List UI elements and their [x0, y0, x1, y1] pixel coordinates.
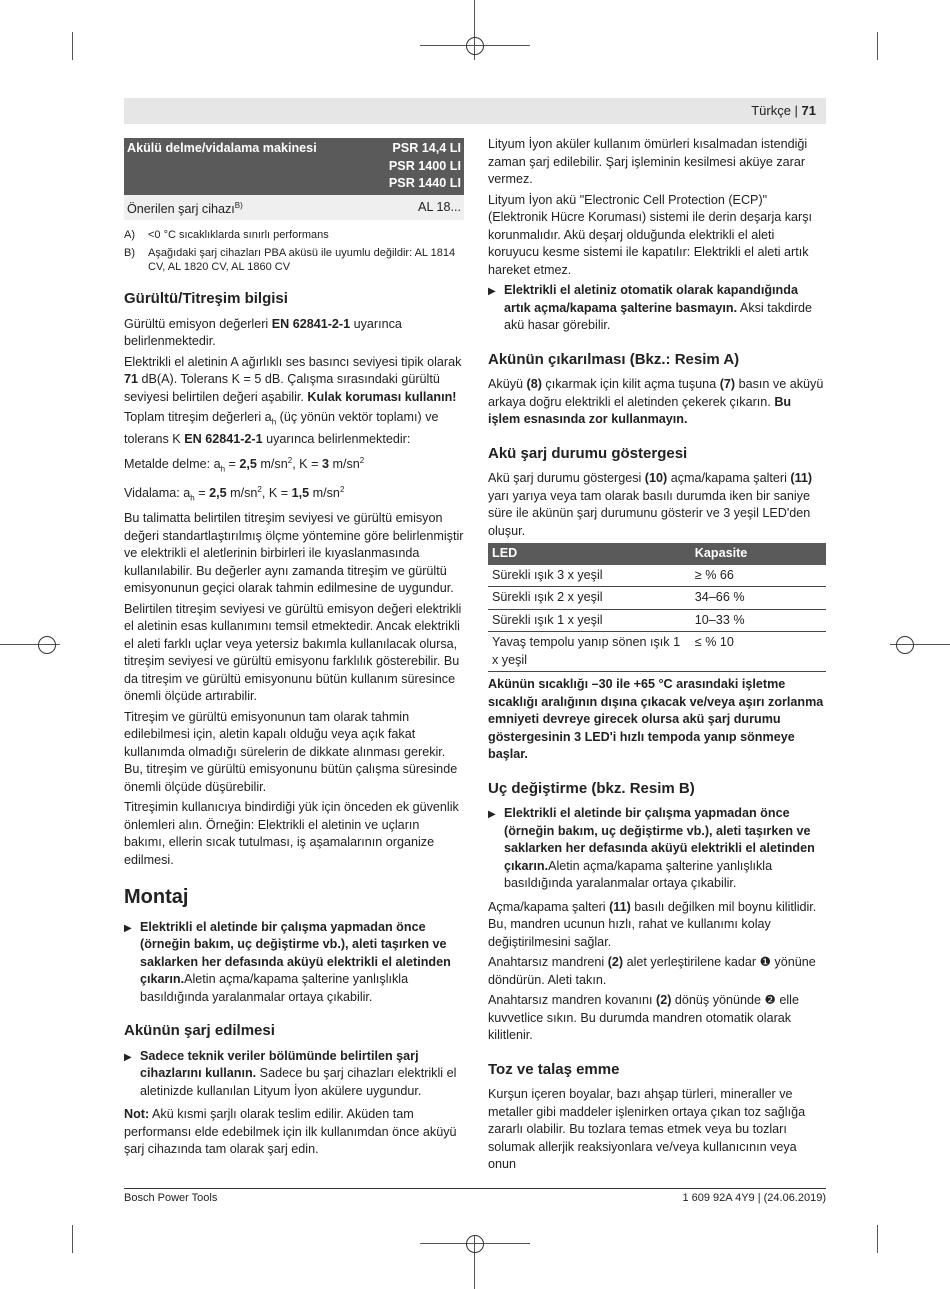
model-name: PSR 1400 LI	[388, 158, 461, 173]
registration-target-icon	[466, 37, 484, 55]
spec-models	[328, 138, 464, 195]
bit-change-heading: Uç değiştirme (bkz. Resim B)	[488, 779, 695, 797]
charging-note: Not: Akü kısmi şarjlı olarak teslim edilir. Aküden tam performansı elde edebilmek için ilk kullanımdan önce aküyü şarj cihazında tam olarak şarj edin.	[124, 1107, 457, 1157]
registration-target-icon	[896, 636, 914, 654]
table-row: Sürekli ışık 3 x yeşil ≥ % 66	[488, 565, 826, 587]
noise-p4: Bu talimatta belirtilen titreşim seviyesi ve gürültü emisyon değeri standartlaştırılmış ölçme yöntemine göre belirlenmiştir ve elektrikli el aletlerinin birbirleri ile kıyaslanmasında kullanılabilir. Bu değerler aynı zamanda titreşim ve gürültü emisyonunun geçici olarak tahmin edilmesine de uygundur.	[124, 511, 464, 596]
footer-docnumber: 1 609 92A 4Y9 | (24.06.2019)	[682, 1192, 826, 1204]
indicator-text: Akü şarj durumu göstergesi (10) açma/kapama şalteri (11) yarı yarıya veya tam olarak basılı durumda iken bir saniye süre ile akünün şarj durumunu gösterir ve 3 yeşil LED'den oluşur.	[488, 471, 813, 538]
noise-p7: Titreşimin kullanıcıya bindirdiği yük için önceden ek güvenlik önlemleri alın. Örneğin: Elektrikli el aletinin ve uçların bakımı, ellerin sıcak tutulması, iş aşamalarının organize edilmesi.	[124, 800, 459, 867]
removal-text: Aküyü (8) çıkarmak için kilit açma tuşuna (7) basın ve aküyü arkaya doğru elektrikli el aletinden çekerek çıkarın. Bu işlem esnasında zor kullanmayın.	[488, 377, 824, 426]
table-row: Yavaş tempolu yanıp sönen ışık 1 x yeşil ≤ % 10	[488, 632, 826, 672]
charger-label: Önerilen şarj cihazı$^{B)}$	[124, 195, 328, 221]
bullet-arrow-icon: ▶	[124, 922, 132, 934]
footer-brand: Bosch Power Tools	[124, 1192, 218, 1204]
charging-warning: ▶ Sadece teknik veriler bölümünde belirtilen şarj cihazlarını kullanın. Sadece bu şarj cihazları elektrikli el aletinizde kullanılan Lityum İyon akülere uygundur.	[124, 1048, 457, 1098]
header-language: Türkçe	[751, 103, 791, 118]
charging-heading: Akünün şarj edilmesi	[124, 1022, 275, 1040]
charging-warning-2: ▶ Elektrikli el aletiniz otomatik olarak kapandığında artık açma/kapama şalterine basmayın. Aksi takdirde akü hasar görebilir.	[488, 283, 813, 332]
charger-value: AL 18...	[328, 195, 464, 221]
spec-label: Akülü delme/vidalama makinesi	[124, 138, 328, 195]
footnote: A) <0 °C sıcaklıklarda sınırlı performans	[124, 229, 329, 242]
crop-mark	[877, 1225, 878, 1253]
page-header: Türkçe | 71	[124, 98, 826, 124]
noise-p2: Elektrikli el aletinin A ağırlıklı ses basıncı seviyesi tipik olarak 71 dB(A). Tolerans K = 5 dB. Çalışma sırasındaki gürültü seviyesi belirtilen değeri aşabilir. Kulak koruması kullanın!	[124, 354, 462, 404]
led-table	[488, 543, 826, 672]
noise-p3: Toplam titreşim değerleri $a_h$ (üç yönün vektör toplamı) ve tolerans K EN 62841-2-1 uyarınca belirlenmektedir:	[124, 410, 439, 447]
dust-heading: Toz ve talaş emme	[488, 1060, 620, 1078]
table-row: Sürekli ışık 2 x yeşil 34–66 %	[488, 587, 826, 610]
noise-p6: Titreşim ve gürültü emisyonunun tam olarak tahmin edilebilmesi için, aletin kapalı olduğu veya açık fakat kullanımda olmadığı sürelerin de dikkate alınması gerekir. Bu, titreşim ve gürültü emisyonunu bütün çalışma süresinde önemli ölçüde düşürebilir.	[124, 709, 458, 794]
bullet-arrow-icon: ▶	[488, 809, 496, 820]
bit-change-warning: ▶ Elektrikli el aletinde bir çalışma yapmadan önce (örneğin bakım, uç değiştirme vb.), aleti taşırken ve saklarken her defasında aküyü elektrikli el aletinden çıkarın.Aletin açma/kapama şalterine yanlışlıkla basıldığında yaralanmalar ortaya çıkabilir.	[488, 806, 815, 890]
temperature-warning: Akünün sıcaklığı –30 ile +65 °C arasındaki işletme sıcaklığı aralığının dışına çıkacak ve/veya aşırı zorlanma emniyeti devreye girecek olursa akü şarj durumu göstergesinin 3 LED'i hızlı tempoda yanıp sönmeye başlar.	[488, 677, 824, 761]
left-column	[124, 138, 464, 1162]
page-number: 71	[801, 103, 816, 118]
bit-change-p3: Anahtarsız mandren kovanını (2) dönüş yönünde ❷ elle kuvvetlice sıkın. Bu durumda mandren otomatik olarak kilitlenir.	[488, 993, 799, 1042]
registration-target-icon	[466, 1235, 484, 1253]
screwdriving: Vidalama: $a_h = 2,5$ $m/sn^2$, K = 1,5 $m/sn^2$	[124, 484, 345, 503]
crop-mark	[72, 1225, 73, 1253]
bullet-arrow-icon: ▶	[124, 1051, 132, 1063]
col-led: LED	[488, 543, 691, 565]
page-footer	[124, 1188, 826, 1204]
spec-table	[124, 138, 464, 220]
removal-heading: Akünün çıkarılması (Bkz.: Resim A)	[488, 350, 740, 368]
noise-heading: Gürültü/Titreşim bilgisi	[124, 290, 288, 308]
model-name: PSR 14,4 LI	[392, 141, 461, 155]
footnote: B) Aşağıdaki şarj cihazları PBA aküsü ile uyumlu değildir: AL 1814 CV, AL 1820 CV, AL 1860 CV	[124, 247, 456, 274]
registration-target-icon	[38, 636, 56, 654]
charging-r2: Lityum İyon akü "Electronic Cell Protection (ECP)" (Elektronik Hücre Koruması) sistemi ile derin deşarja karşı korunmalıdır. Akü deşarj olduğunda elektrikli el aleti koruyucu kesme sistemi ile kapatılır: Elektrikli el aleti artık hareket etmez.	[488, 192, 813, 277]
charging-r1: Lityum İyon aküler kullanım ömürleri kısalmadan istendiği zaman şarj edilebilir. Şarj işleminin kesilmesi aküye zarar vermez.	[488, 137, 808, 186]
crop-mark	[72, 32, 73, 60]
noise-p5: Belirtilen titreşim seviyesi ve gürültü emisyon değeri elektrikli el aletinin esas kullanımını temsil etmektedir. Ancak elektrikli el aleti farklı uçlar veya yetersiz bakımla kullanılacak olursa, titreşim seviyesi ve gürültü emisyonu farklılık gösterebilir. Bu da titreşim ve gürültü emisyonunu bütün kullanım süresince önemli ölçüde artırabilir.	[124, 601, 462, 704]
noise-p1: Gürültü emisyon değerleri EN 62841-2-1 uyarınca belirlenmektedir.	[124, 316, 402, 349]
bit-change-p1: Açma/kapama şalteri (11) basılı değilken mil boynu kilitlidir. Bu, mandren ucunun hızlı, rahat ve kullanımı kolay değiştirilmesini sağlar.	[488, 899, 817, 949]
bullet-arrow-icon: ▶	[488, 286, 496, 297]
model-name: PSR 1440 LI	[388, 176, 461, 190]
bit-change-p2: Anahtarsız mandreni (2) alet yerleştirilene kadar ❶ yönüne döndürün. Aleti takın.	[488, 955, 816, 987]
crop-mark	[877, 32, 878, 60]
dust-p1: Kurşun içeren boyalar, bazı ahşap türleri, mineraller ve metaller gibi maddeler işlenirken ortaya çıkan toz sağlığa zararlı olabilir. Bu tozlara temas etmek veya bu tozları solumak allerjik reaksiyonlara ve/veya kullanıcının veya onun	[488, 1087, 806, 1171]
table-row: Sürekli ışık 1 x yeşil 10–33 %	[488, 609, 826, 632]
indicator-heading: Akü şarj durumu göstergesi	[488, 444, 688, 462]
montaj-warning: ▶ Elektrikli el aletinde bir çalışma yapmadan önce (örneğin bakım, uç değiştirme vb.), aleti taşırken ve saklarken her defasında aküyü elektrikli el aletinden çıkarın.Aletin açma/kapama şalterine yanlışlıkla basıldığında yaralanmalar ortaya çıkabilir.	[124, 919, 451, 1004]
metal-drilling: Metalde delme: $a_h = 2,5$ $m/sn^2$, K = 3 $m/sn^2$	[124, 455, 365, 474]
col-capacity: Kapasite	[691, 543, 826, 565]
montaj-heading: Montaj	[124, 886, 189, 909]
right-column	[488, 136, 826, 1177]
